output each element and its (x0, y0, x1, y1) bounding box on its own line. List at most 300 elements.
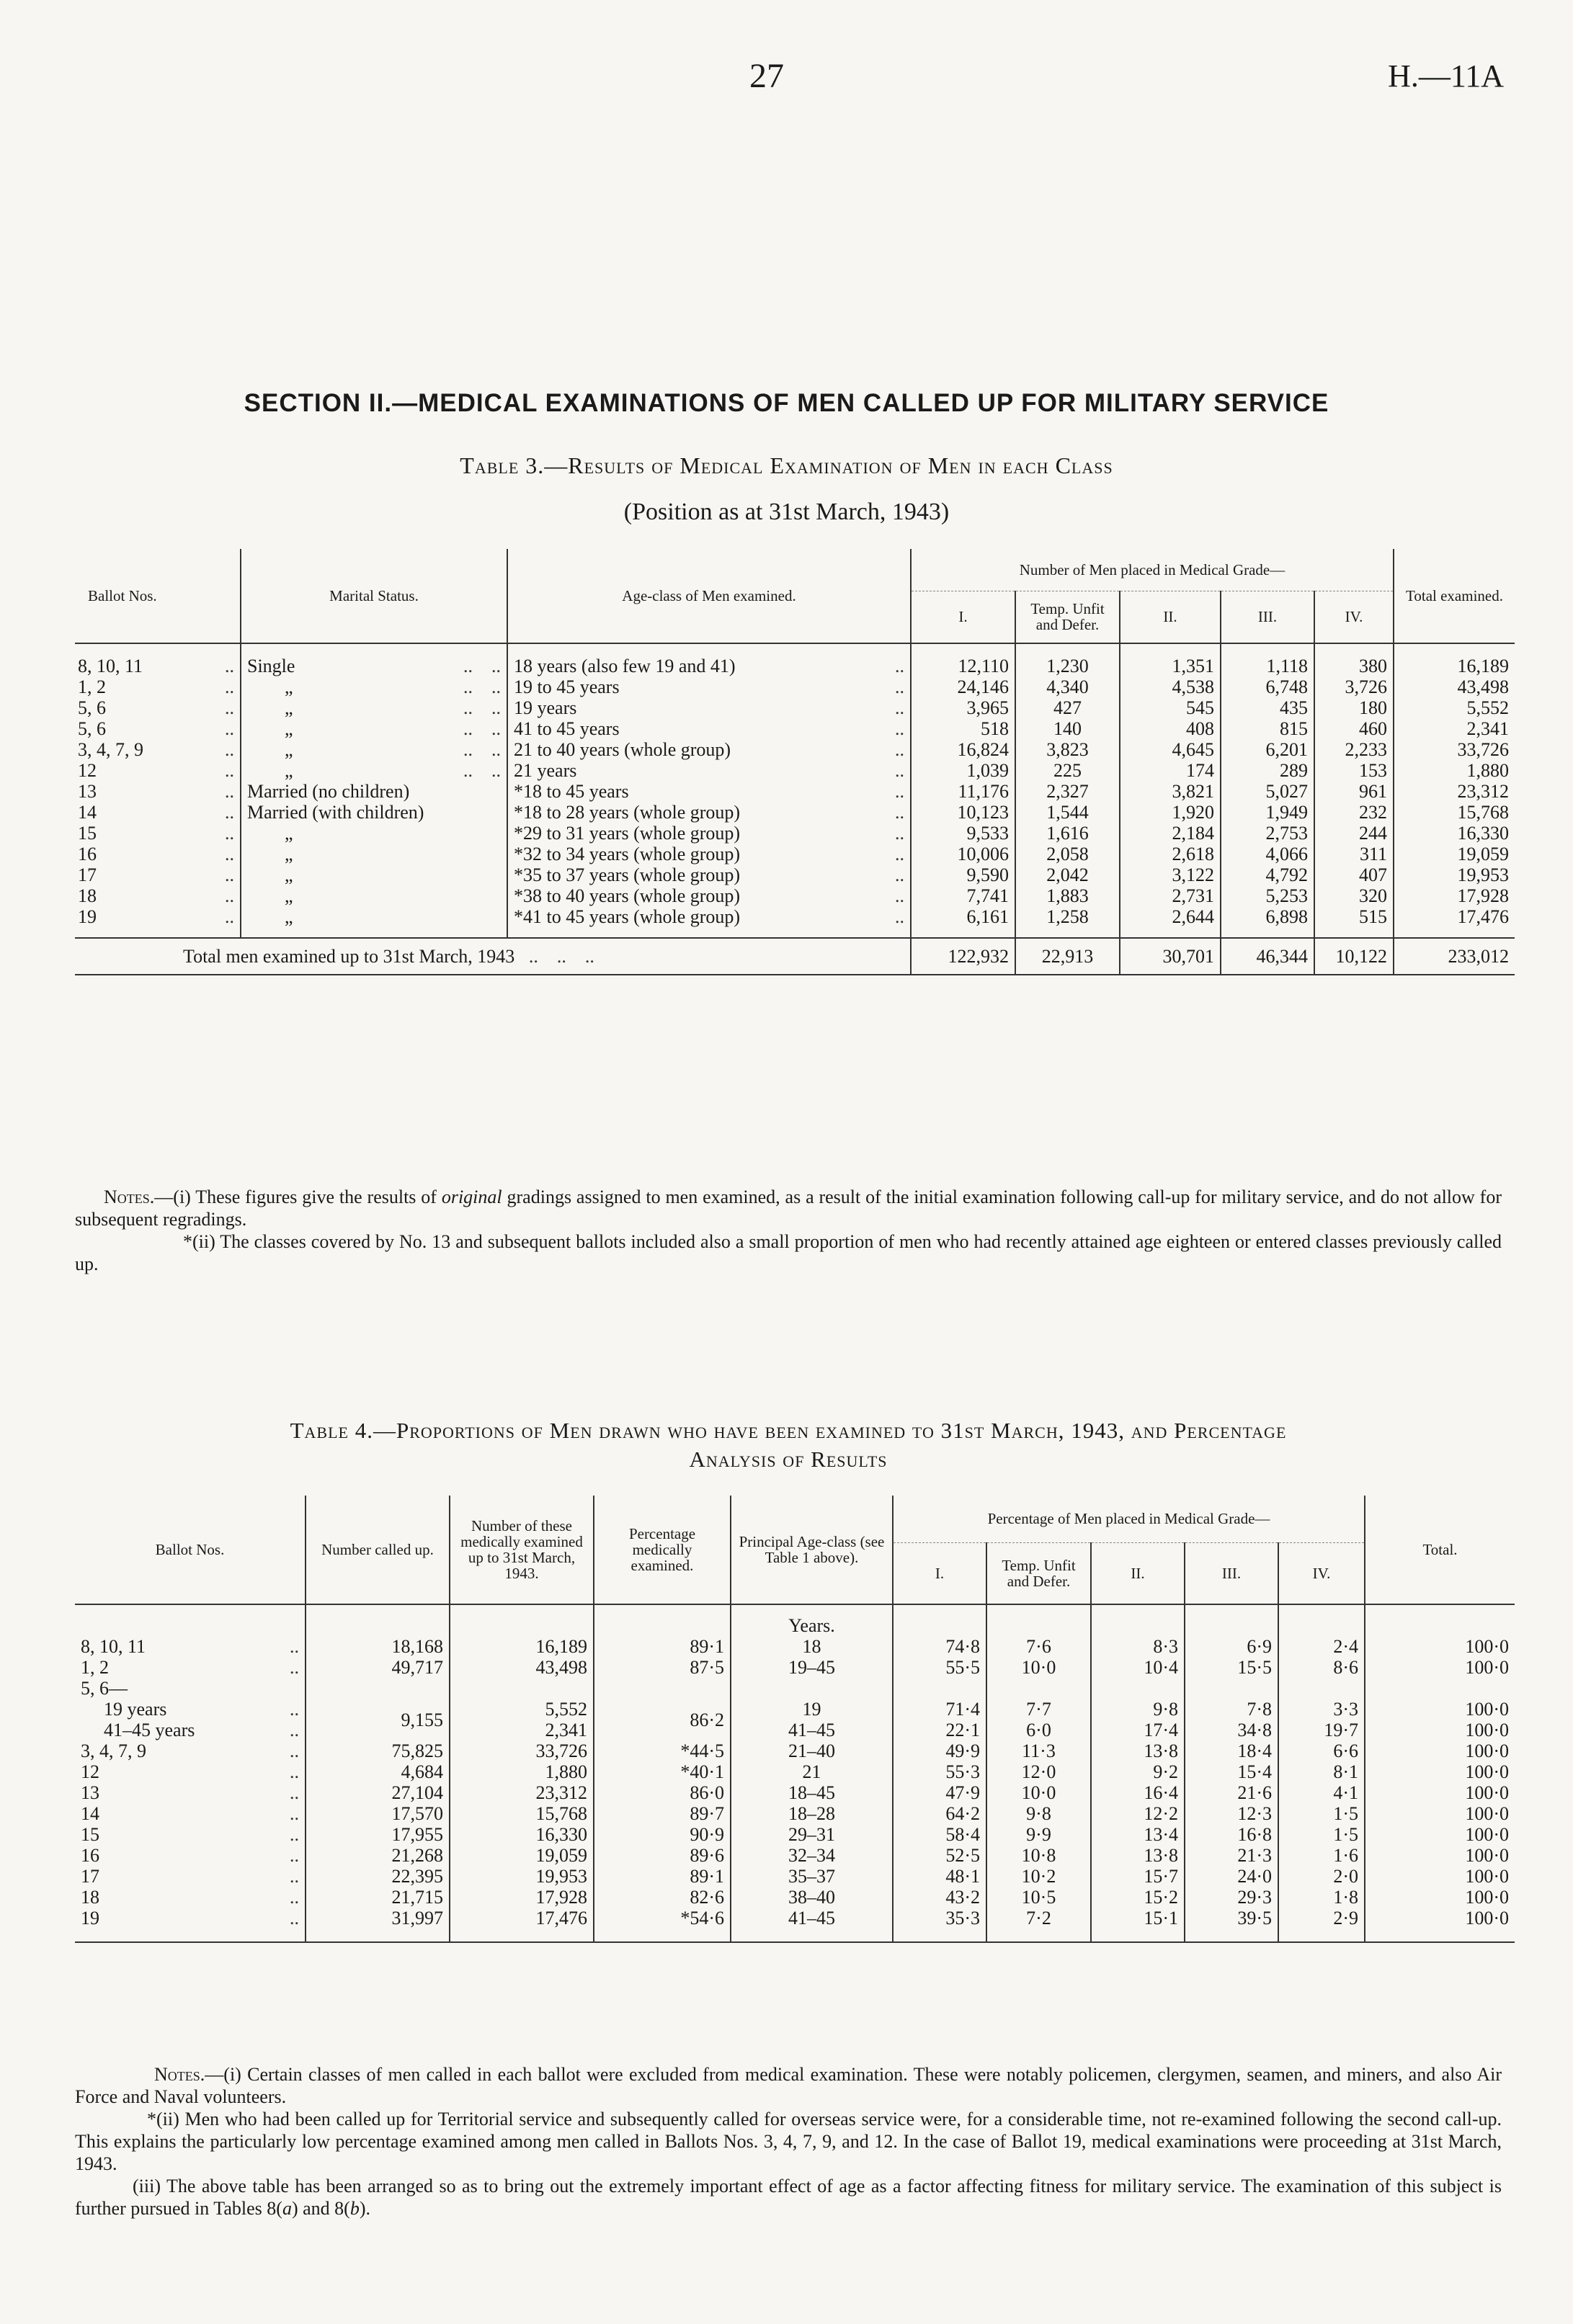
t3-header-grade-2: II. (1120, 591, 1221, 643)
t3-age-cell: *35 to 37 years (whole group) .. (507, 864, 911, 885)
t3-grade-2: 545 (1120, 697, 1221, 718)
t3-marital-cell: „ .. .. (241, 739, 507, 760)
t3-ballot-cell: 5, 6 .. (78, 697, 234, 718)
t4-called: 22,395 (306, 1866, 450, 1887)
t4-grade-3: 15·4 (1185, 1761, 1278, 1782)
t4-grade-1: 48·1 (893, 1866, 986, 1887)
t4-examined: 1,880 (450, 1761, 594, 1782)
t4-temp-unfit: 7·2 (986, 1908, 1091, 1942)
t4-age: 18–45 (731, 1782, 893, 1803)
t4-ballot: 15 (81, 1824, 99, 1845)
t4-called: 17,570 (306, 1803, 450, 1824)
t4-ballot: 12 (81, 1761, 99, 1782)
t3-age: *18 to 45 years (514, 780, 629, 802)
t4-grade-1: 49·9 (893, 1740, 986, 1761)
t4-grade-4: 3·3 (1278, 1699, 1365, 1720)
t4-grade-2: 13·8 (1091, 1845, 1185, 1866)
t3-marital-cell: „ .. .. (241, 697, 507, 718)
t4-ballot: 18 (81, 1887, 99, 1908)
t3-marital-cell (241, 844, 507, 864)
t4-row (75, 1699, 1515, 1720)
t4-grade-2: 13·4 (1091, 1824, 1185, 1845)
t4-grade-2: 15·1 (1091, 1908, 1185, 1942)
t4-grade-3: 6·9 (1185, 1636, 1278, 1657)
t4-ballot: 17 (81, 1866, 99, 1887)
t4-examined: 19,953 (450, 1866, 594, 1887)
t3-ballot-cell: 5, 6 .. (78, 718, 234, 739)
t4-examined: 17,476 (450, 1908, 594, 1942)
table3-title: Table 3.—Results of Medical Examination of Men in each Class (460, 452, 1113, 478)
t4-called: 9,155 (306, 1699, 450, 1740)
t4-grade-1: 64·2 (893, 1803, 986, 1824)
t4-ballot-cell: 19 years .. (104, 1699, 299, 1720)
t3-grade-2: 408 (1120, 718, 1221, 739)
t3-row (75, 823, 1515, 844)
t4-total: 100·0 (1365, 1699, 1515, 1720)
t3-grade-1: 11,176 (911, 781, 1015, 802)
t3-header-total: Total examined. (1394, 549, 1515, 643)
t4-grade-3: 7·8 (1185, 1699, 1278, 1720)
t4-called: 18,168 (306, 1636, 450, 1657)
t3-marital-cell: „ .. .. (241, 760, 507, 781)
t3-marital: „ (285, 759, 293, 781)
t4-grade-2: 9·8 (1091, 1699, 1185, 1720)
t4-temp-unfit: 10·2 (986, 1866, 1091, 1887)
t3-grade-3: 435 (1221, 697, 1314, 718)
t3-header-grade-1: I. (911, 591, 1015, 643)
t3-total-total: 233,012 (1394, 938, 1515, 975)
t3-grade-3: 289 (1221, 760, 1314, 781)
t3-grade-1: 1,039 (911, 760, 1015, 781)
t4-row (75, 1720, 1515, 1740)
t3-age-cell: 21 years .. (507, 760, 911, 781)
table4 (75, 1496, 1515, 1943)
t3-grade-2: 3,122 (1120, 864, 1221, 885)
t3-age-cell: 41 to 45 years .. (507, 718, 911, 739)
t4-ballot-cell: 17 .. (81, 1866, 299, 1887)
t3-grade-2: 4,645 (1120, 739, 1221, 760)
t3-age-cell: *18 to 28 years (whole group) .. (507, 802, 911, 823)
t3-header-marital: Marital Status. (241, 549, 507, 643)
t4-grade-3: 21·6 (1185, 1782, 1278, 1803)
t4-pct: 86·2 (594, 1699, 731, 1740)
t4-header-grade-4: IV. (1278, 1542, 1365, 1604)
t4-grade-2: 16·4 (1091, 1782, 1185, 1803)
t4-total: 100·0 (1365, 1636, 1515, 1657)
t4-grade-4: 2·9 (1278, 1908, 1365, 1942)
t3-marital-cell: „ .. .. (241, 676, 507, 697)
t3-total: 19,059 (1394, 844, 1515, 864)
t3-grade-2: 3,821 (1120, 781, 1221, 802)
t3-ballot: 19 (78, 906, 97, 927)
t4-examined: 43,498 (450, 1657, 594, 1678)
t4-header-ballot: Ballot Nos. (75, 1496, 306, 1604)
t4-age: 19–45 (731, 1657, 893, 1678)
t3-ballot-cell: 8, 10, 11 .. (78, 655, 234, 676)
t3-grade-3: 4,792 (1221, 864, 1314, 885)
t4-grade-1: 74·8 (893, 1636, 986, 1657)
t4-pct: 89·1 (594, 1866, 731, 1887)
t4-header-grade-3: III. (1185, 1542, 1278, 1604)
table3 (75, 549, 1515, 975)
t3-grade-4: 311 (1314, 844, 1394, 864)
t4-years-row (75, 1604, 1515, 1636)
t3-age-cell: *38 to 40 years (whole group) .. (507, 885, 911, 906)
t4-ballot-cell: 14 .. (81, 1803, 299, 1824)
t3-temp-unfit: 1,616 (1015, 823, 1120, 844)
t4-grade-1: 22·1 (893, 1720, 986, 1740)
t3-ballot-cell: 1, 2 .. (78, 676, 234, 697)
t3-total-label: Total men examined up to 31st March, 1943 (183, 945, 515, 967)
t4-row (75, 1887, 1515, 1908)
t4-called: 31,997 (306, 1908, 450, 1942)
table4-title-line2: Analysis of Results (689, 1447, 888, 1472)
t3-grade-4: 244 (1314, 823, 1394, 844)
t4-grade-4: 4·1 (1278, 1782, 1365, 1803)
t3-grade-1: 10,123 (911, 802, 1015, 823)
t3-header-temp-unfit: Temp. Unfit and Defer. (1015, 591, 1120, 643)
t3-total-temp-unfit: 22,913 (1015, 938, 1120, 975)
t4-age: 19 (731, 1699, 893, 1720)
t4-age: 21–40 (731, 1740, 893, 1761)
t3-total-grade-3: 46,344 (1221, 938, 1314, 975)
t3-temp-unfit: 140 (1015, 718, 1120, 739)
t3-row (75, 697, 1515, 718)
t3-grade-4: 232 (1314, 802, 1394, 823)
t3-age: 21 years (514, 759, 577, 781)
t3-marital: „ (285, 718, 293, 739)
t4-total: 100·0 (1365, 1782, 1515, 1803)
t4-row (75, 1678, 1515, 1699)
t3-marital-cell (241, 823, 507, 844)
t3-grade-2: 1,351 (1120, 643, 1221, 676)
t4-grade-2: 15·7 (1091, 1866, 1185, 1887)
t4-grade-4 (1278, 1678, 1365, 1699)
t4-header-examined: Number of these medically examined up to 31st March, 1943. (450, 1496, 594, 1604)
t3-grade-3: 1,118 (1221, 643, 1314, 676)
t4-row (75, 1845, 1515, 1866)
t4-grade-3: 39·5 (1185, 1908, 1278, 1942)
t4-examined: 15,768 (450, 1803, 594, 1824)
t4-grade-3: 12·3 (1185, 1803, 1278, 1824)
t4-total: 100·0 (1365, 1845, 1515, 1866)
t4-temp-unfit: 10·5 (986, 1887, 1091, 1908)
t3-marital: „ (285, 885, 293, 906)
t4-pct: 86·0 (594, 1782, 731, 1803)
t4-ballot-cell (75, 1678, 306, 1699)
t4-pct: *40·1 (594, 1761, 731, 1782)
t3-age: *41 to 45 years (whole group) (514, 906, 741, 927)
t3-grade-1: 9,590 (911, 864, 1015, 885)
t4-age: 29–31 (731, 1824, 893, 1845)
t3-temp-unfit: 1,258 (1015, 906, 1120, 938)
t3-age-cell: 19 to 45 years .. (507, 676, 911, 697)
t3-marital: „ (285, 864, 293, 885)
t4-called (306, 1678, 450, 1699)
t3-header-ballot: Ballot Nos. (75, 549, 241, 643)
t3-ballot-cell: 18 .. (78, 885, 234, 906)
t4-examined (450, 1678, 594, 1699)
t3-temp-unfit: 3,823 (1015, 739, 1120, 760)
t3-total: 33,726 (1394, 739, 1515, 760)
t3-ballot: 5, 6 (78, 718, 106, 739)
t3-row (75, 844, 1515, 864)
t4-row (75, 1761, 1515, 1782)
t4-examined: 16,189 (450, 1636, 594, 1657)
t4-grade-2: 8·3 (1091, 1636, 1185, 1657)
t3-total: 5,552 (1394, 697, 1515, 718)
t4-header-pct: Percentage medically examined. (594, 1496, 731, 1604)
t3-grade-3: 4,066 (1221, 844, 1314, 864)
t3-row (75, 739, 1515, 760)
t4-age: 18–28 (731, 1803, 893, 1824)
t4-note-3: (iii) The above table has been arranged so as to bring out the extremely important effect of age as a factor affecting fitness for military service. The examination of this subject is further pursued in Tables 8(a) and 8(b). (75, 2176, 1502, 2219)
t3-total: 15,768 (1394, 802, 1515, 823)
t3-grade-3: 2,753 (1221, 823, 1314, 844)
t3-age: *35 to 37 years (whole group) (514, 864, 741, 885)
t3-grade-2: 2,618 (1120, 844, 1221, 864)
t3-grade-1: 10,006 (911, 844, 1015, 864)
t3-marital-cell (241, 864, 507, 885)
t4-temp-unfit: 12·0 (986, 1761, 1091, 1782)
t4-pct (594, 1678, 731, 1699)
t3-grade-3: 5,253 (1221, 885, 1314, 906)
t4-grade-3 (1185, 1678, 1278, 1699)
t3-row (75, 643, 1515, 676)
t3-grade-3: 6,201 (1221, 739, 1314, 760)
t4-grade-1: 58·4 (893, 1824, 986, 1845)
t4-ballot-cell: 3, 4, 7, 9 .. (81, 1740, 299, 1761)
t3-grade-2: 2,184 (1120, 823, 1221, 844)
t4-ballot: 14 (81, 1803, 99, 1824)
t4-total: 100·0 (1365, 1761, 1515, 1782)
t4-examined: 16,330 (450, 1824, 594, 1845)
table4-title (75, 1416, 1502, 1474)
t3-age-cell: *41 to 45 years (whole group) .. (507, 906, 911, 938)
t4-ballot: 41–45 years (104, 1720, 195, 1740)
t4-temp-unfit: 10·8 (986, 1845, 1091, 1866)
t4-grade-4: 2·0 (1278, 1866, 1365, 1887)
t3-temp-unfit: 225 (1015, 760, 1120, 781)
t3-total: 43,498 (1394, 676, 1515, 697)
t3-ballot-cell: 3, 4, 7, 9 .. (78, 738, 234, 760)
t4-examined: 33,726 (450, 1740, 594, 1761)
t3-total: 1,880 (1394, 760, 1515, 781)
t3-grade-4: 3,726 (1314, 676, 1394, 697)
t4-temp-unfit: 7·6 (986, 1636, 1091, 1657)
t3-row (75, 864, 1515, 885)
t3-ballot-cell: 12 .. (78, 759, 234, 781)
t3-grade-2: 4,538 (1120, 676, 1221, 697)
t3-ballot-cell: 13 .. (78, 780, 234, 802)
t4-pct: *44·5 (594, 1740, 731, 1761)
t3-row (75, 676, 1515, 697)
t3-ballot: 8, 10, 11 (78, 655, 143, 676)
t4-row (75, 1866, 1515, 1887)
t4-grade-1: 43·2 (893, 1887, 986, 1908)
section-title: SECTION II.—MEDICAL EXAMINATIONS OF MEN CALLED UP FOR MILITARY SERVICE (244, 389, 1329, 417)
t3-total-row: Total men examined up to 31st March, 1943 .. .. .. 122,932 22,913 30,701 46,344 10,122 233,012 (75, 938, 1515, 975)
t3-marital: Married (with children) (247, 801, 424, 823)
t3-grade-1: 16,824 (911, 739, 1015, 760)
t4-total: 100·0 (1365, 1720, 1515, 1740)
t4-grade-1: 47·9 (893, 1782, 986, 1803)
t4-ballot-cell: 13 .. (81, 1782, 299, 1803)
t3-grade-2: 2,644 (1120, 906, 1221, 938)
t3-grade-4: 515 (1314, 906, 1394, 938)
t3-total: 2,341 (1394, 718, 1515, 739)
t4-grade-3: 29·3 (1185, 1887, 1278, 1908)
t4-age: 32–34 (731, 1845, 893, 1866)
t4-called: 49,717 (306, 1657, 450, 1678)
t3-grade-1: 3,965 (911, 697, 1015, 718)
t3-marital: „ (285, 906, 293, 927)
t3-temp-unfit: 4,340 (1015, 676, 1120, 697)
t3-row (75, 802, 1515, 823)
t3-grade-1: 24,146 (911, 676, 1015, 697)
page-number: 27 (749, 57, 784, 95)
t4-ballot: 13 (81, 1782, 99, 1803)
t4-grade-1: 35·3 (893, 1908, 986, 1942)
table3-subtitle: (Position as at 31st March, 1943) (623, 499, 950, 525)
t4-ballot-cell: 12 .. (81, 1761, 299, 1782)
t3-row (75, 718, 1515, 739)
t3-marital-cell (241, 802, 507, 823)
t4-ballot-cell: 18 .. (81, 1887, 299, 1908)
t3-grade-4: 320 (1314, 885, 1394, 906)
t3-total: 23,312 (1394, 781, 1515, 802)
t3-row (75, 760, 1515, 781)
t3-ballot: 3, 4, 7, 9 (78, 738, 143, 760)
t3-note-1: Notes.—(i) These figures give the results of original gradings assigned to men examined, as a result of the initial examination following call-up for military service, and do not allow for subsequent regradings. (75, 1186, 1502, 1230)
t3-marital: „ (285, 843, 293, 864)
t4-note-1: Notes.—(i) Certain classes of men called in each ballot were excluded from medical examination. These were notably policemen, clergymen, seamen, and miners, and also Air Force and Naval volunteers. (75, 2064, 1502, 2107)
t4-ballot: 8, 10, 11 (81, 1636, 146, 1657)
t3-marital-cell: „ .. .. (241, 718, 507, 739)
t3-age: 19 years (514, 697, 577, 718)
t4-ballot: 5, 6— (81, 1678, 128, 1699)
t3-marital: Married (no children) (247, 780, 410, 802)
t3-grade-4: 153 (1314, 760, 1394, 781)
t4-grade-1 (893, 1678, 986, 1699)
t3-grade-4: 180 (1314, 697, 1394, 718)
t3-age-cell: 19 years .. (507, 697, 911, 718)
t4-temp-unfit: 9·9 (986, 1824, 1091, 1845)
t4-age: 41–45 (731, 1908, 893, 1942)
t3-grade-3: 6,898 (1221, 906, 1314, 938)
t4-row (75, 1740, 1515, 1761)
t4-pct: 90·9 (594, 1824, 731, 1845)
t4-ballot-cell: 8, 10, 11 .. (81, 1636, 299, 1657)
t3-temp-unfit: 2,058 (1015, 844, 1120, 864)
t4-age: 38–40 (731, 1887, 893, 1908)
t4-called: 27,104 (306, 1782, 450, 1803)
t4-grade-3: 15·5 (1185, 1657, 1278, 1678)
t4-total: 100·0 (1365, 1887, 1515, 1908)
t4-row (75, 1803, 1515, 1824)
t3-grade-1: 7,741 (911, 885, 1015, 906)
t4-temp-unfit: 10·0 (986, 1657, 1091, 1678)
t4-grade-2: 10·4 (1091, 1657, 1185, 1678)
t3-temp-unfit: 427 (1015, 697, 1120, 718)
t4-grade-4: 1·5 (1278, 1824, 1365, 1845)
t4-pct: *54·6 (594, 1908, 731, 1942)
t3-marital-cell (241, 781, 507, 802)
t4-temp-unfit (986, 1678, 1091, 1699)
t4-pct: 89·7 (594, 1803, 731, 1824)
t3-total: 19,953 (1394, 864, 1515, 885)
t4-grade-3: 16·8 (1185, 1824, 1278, 1845)
t3-marital-cell: Single .. .. (241, 643, 507, 676)
t3-age-cell: 21 to 40 years (whole group) .. (507, 739, 911, 760)
t4-grade-1: 55·3 (893, 1761, 986, 1782)
t4-grade-2: 17·4 (1091, 1720, 1185, 1740)
t4-grade-4: 1·5 (1278, 1803, 1365, 1824)
t3-ballot-cell: 14 .. (78, 801, 234, 823)
t4-grade-3: 21·3 (1185, 1845, 1278, 1866)
t4-called: 17,955 (306, 1824, 450, 1845)
t4-called: 4,684 (306, 1761, 450, 1782)
t3-row (75, 906, 1515, 938)
t4-temp-unfit: 9·8 (986, 1803, 1091, 1824)
t4-age: 35–37 (731, 1866, 893, 1887)
t4-examined: 23,312 (450, 1782, 594, 1803)
t3-temp-unfit: 1,883 (1015, 885, 1120, 906)
t4-ballot: 1, 2 (81, 1657, 109, 1678)
t3-age-cell: 18 years (also few 19 and 41) .. (507, 643, 911, 676)
t4-age: 21 (731, 1761, 893, 1782)
t3-marital: „ (285, 697, 293, 718)
t4-total: 100·0 (1365, 1866, 1515, 1887)
t4-examined: 17,928 (450, 1887, 594, 1908)
t3-grade-1: 518 (911, 718, 1015, 739)
t4-grade-2: 12·2 (1091, 1803, 1185, 1824)
t4-years-label: Years. (731, 1604, 893, 1636)
t3-marital: Single (247, 655, 295, 676)
t3-row (75, 781, 1515, 802)
t3-grade-1: 12,110 (911, 643, 1015, 676)
t4-pct: 82·6 (594, 1887, 731, 1908)
t3-temp-unfit: 2,042 (1015, 864, 1120, 885)
t3-header-grade-3: III. (1221, 591, 1314, 643)
t4-total: 100·0 (1365, 1657, 1515, 1678)
t4-grade-4: 6·6 (1278, 1740, 1365, 1761)
t4-ballot: 19 (81, 1908, 99, 1929)
t4-total (1365, 1678, 1515, 1699)
t4-called: 21,268 (306, 1845, 450, 1866)
t3-ballot-cell: 16 .. (78, 843, 234, 864)
t4-age (731, 1678, 893, 1699)
t3-ballot: 13 (78, 780, 97, 802)
t3-ballot: 15 (78, 822, 97, 844)
t4-called: 21,715 (306, 1887, 450, 1908)
document-reference: H.—11A (1388, 58, 1504, 94)
t3-marital: „ (285, 676, 293, 697)
t3-ballot: 18 (78, 885, 97, 906)
t4-grade-4: 19·7 (1278, 1720, 1365, 1740)
t4-ballot: 3, 4, 7, 9 (81, 1740, 146, 1761)
t3-ballot: 16 (78, 843, 97, 864)
t3-grade-4: 460 (1314, 718, 1394, 739)
t3-ballot-cell: 17 .. (78, 864, 234, 885)
t4-row (75, 1824, 1515, 1845)
t4-header-temp-unfit: Temp. Unfit and Defer. (986, 1542, 1091, 1604)
t3-ballot: 12 (78, 759, 97, 781)
t3-ballot: 5, 6 (78, 697, 106, 718)
t3-note-2: *(ii) The classes covered by No. 13 and subsequent ballots included also a small proportion of men who had recently attained age eighteen or entered classes previously called up. (75, 1231, 1502, 1274)
t3-grade-4: 380 (1314, 643, 1394, 676)
t4-header-called: Number called up. (306, 1496, 450, 1604)
